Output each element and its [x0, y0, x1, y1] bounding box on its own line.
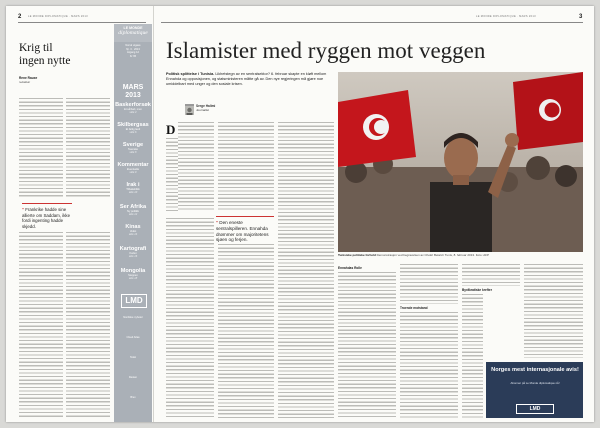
toc-item [114, 142, 152, 155]
strip-note: Nordiske nyheter [123, 316, 143, 319]
strip-note: Tekst [129, 356, 137, 359]
strip-note: Cloud Atlas [126, 336, 140, 339]
toc-page: side 14 [128, 233, 138, 237]
toc-item [114, 268, 152, 281]
pull-quote-left [22, 203, 72, 229]
body-text-column [218, 122, 274, 212]
body-text-column [524, 264, 583, 358]
body-text-column [19, 232, 63, 418]
toc-item [114, 122, 152, 135]
author-name: Serge Halimi [196, 104, 216, 108]
toc-page: side 9 [129, 171, 137, 175]
toc-page: side 8 [129, 151, 137, 155]
body-text-column [178, 122, 214, 212]
toc-summary: Kartet [129, 252, 137, 255]
toc-page: side 4 [129, 111, 137, 115]
toc-summary: Svenske [128, 148, 138, 151]
masthead [114, 24, 152, 42]
issue-month: MARS [122, 84, 144, 91]
body-text-column [278, 122, 334, 418]
toc-page: side 6 [129, 131, 137, 135]
header-rule-left [18, 22, 146, 23]
author-role: Journalist [196, 107, 209, 112]
issue-line: Årgang 12 [127, 51, 139, 55]
issue-line: Kr 65 [129, 54, 137, 58]
author-portrait [185, 104, 194, 115]
toc-summary: Tilbakeblikk [126, 188, 140, 191]
editorial-title: Krig til ingen nytte [19, 42, 71, 67]
strip-note: Resten [128, 376, 138, 379]
masthead-small: LE MONDE [123, 26, 143, 30]
issue-line: Norsk utgave [125, 44, 141, 47]
caption-lead: Tunisiske politiske forhold [338, 253, 376, 257]
issue-line: Nr. 3 · 2013 [126, 47, 140, 51]
page-number-right: 3 [579, 14, 583, 20]
toc-summary: Et fattig land [125, 128, 141, 131]
toc-heading: Kartografi [119, 246, 147, 252]
body-text-column [218, 244, 274, 418]
article-photo [338, 72, 583, 252]
subhead: Ennahdas Rolle [338, 266, 362, 270]
subhead: Troende motstand [400, 306, 428, 310]
toc-heading: Mongolia [120, 268, 146, 274]
body-text-column [462, 294, 483, 418]
body-text-column [19, 98, 63, 198]
drop-cap: D [166, 122, 176, 137]
toc-item [114, 102, 152, 115]
toc-item [114, 182, 152, 195]
pull-quote-text: Den eneste sentralspilleren. Ennahda drømmer om majoritetens sjøen og ferjen. [216, 220, 269, 243]
running-head-right: LE MONDE DIPLOMATIQUE · MARS 2013 [476, 15, 536, 18]
article-deck [166, 72, 334, 87]
toc-page: side 12 [128, 213, 138, 217]
pull-quote-right [216, 216, 274, 243]
body-text-column [400, 312, 458, 418]
lmd-logo: LMD [121, 294, 147, 308]
ad-title: Norges mest internasjonale avis! [491, 367, 579, 373]
editorial-byline [19, 76, 69, 84]
ad-subtitle: Abonner på Le Monde diplomatique nå! [510, 381, 560, 385]
byline-role: redaktør [19, 80, 31, 84]
body-text-column [166, 138, 178, 212]
subhead: Byråkratiske krefter [462, 288, 492, 292]
toc-heading: Baskerforsøk [115, 102, 151, 108]
deck-text: Likhetstegn av en sentralsektor? 6. februar skapte en kløft mellom Ennahda og opposisjonen, og statsministeren måtte gå av. Den nye regjeringen må gjøre noe umiddelbart med unger og den sosiale krisen. [166, 72, 327, 86]
toc-page: side 18 [128, 277, 138, 281]
article-headline: Islamister med ryggen mot veggen [166, 38, 486, 63]
toc-item [114, 162, 152, 175]
toc-summary: Ny politikk [127, 210, 139, 213]
issue-year: 2013 [125, 91, 141, 99]
page-number-left: 2 [18, 14, 22, 20]
toc-heading: Ser Afrika [119, 204, 147, 210]
toc-heading: Sverige [122, 142, 144, 148]
quote-mark-icon: “ [22, 207, 25, 212]
body-text-column [400, 264, 458, 304]
toc-heading: Irak i [126, 182, 140, 188]
strip-note: Brev [130, 396, 136, 399]
issue-date [114, 84, 152, 99]
body-text-column [166, 218, 214, 418]
toc-item [114, 246, 152, 259]
toc-page: side 10 [128, 191, 138, 195]
toc-heading: Kommentar [117, 162, 149, 168]
body-text-column [66, 232, 110, 418]
toc-item [114, 204, 152, 217]
newspaper-spread [6, 6, 594, 422]
toc-heading: Skilbergsas [117, 122, 149, 128]
header-rule-right [161, 22, 583, 23]
toc-page: side 16 [128, 255, 138, 259]
page-fold [153, 6, 154, 422]
pull-quote-text: Frankrike hadde sine allierte om Saddam, ikke fordi ingenting hadde skjedd. [22, 207, 71, 229]
body-text-column [462, 264, 520, 286]
toc-summary: Vekst [129, 230, 137, 233]
deck-lead: Politisk splittelse i Tunisia. [166, 72, 215, 76]
article-author [196, 105, 256, 113]
issue-info [114, 44, 152, 58]
running-head-left: LE MONDE DIPLOMATIQUE · MARS 2013 [28, 15, 88, 18]
toc-summary: Steppen [128, 274, 138, 277]
masthead-main: diplomatique [118, 30, 148, 36]
ad-logo: LMD [516, 404, 554, 414]
caption-text: Demonstrasjon ved begravelsen av Chokri Belaïd i Tunis, 8. februar 2013. Foto: AFP [376, 253, 490, 257]
toc-summary: Et sårbart, men [124, 108, 142, 111]
photo-caption [338, 254, 583, 258]
quote-mark-icon: “ [216, 220, 219, 225]
byline-name: Rene Rauxe [19, 76, 38, 80]
toc-heading: Kinas [125, 224, 141, 230]
body-text-column [66, 98, 110, 198]
toc-summary: Eventuelle [126, 168, 140, 171]
toc-item [114, 224, 152, 237]
table-of-contents-strip [114, 24, 152, 422]
body-text-column [338, 272, 396, 418]
subscription-ad[interactable] [486, 362, 583, 418]
